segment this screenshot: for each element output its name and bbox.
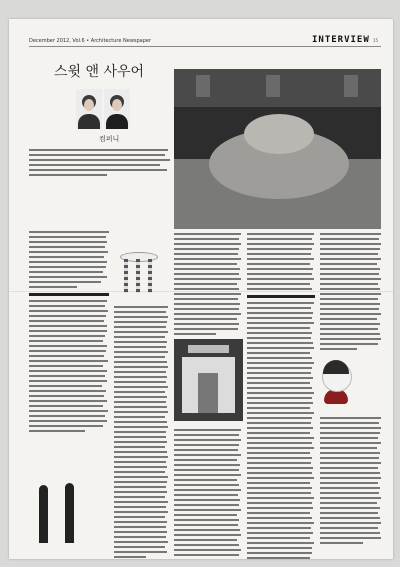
designers-photo <box>31 481 89 543</box>
running-head: December 2012, Vol.6 • Architecture Newspaper <box>29 38 152 44</box>
page-number: 15 <box>373 38 379 43</box>
doll-photo <box>314 356 358 406</box>
column-2 <box>114 306 169 559</box>
column-1 <box>29 231 109 435</box>
exhibition-photo <box>174 69 381 229</box>
stool-photo <box>116 252 160 296</box>
article-title: 스윗 앤 사우어 <box>53 64 145 80</box>
section-title: INTERVIEW <box>312 35 370 45</box>
header-rule <box>29 46 381 47</box>
column-5 <box>320 233 382 353</box>
storefront-photo <box>174 339 243 421</box>
company-credit: 컴퍼니 <box>99 135 120 143</box>
newspaper-page <box>9 19 393 559</box>
column-4 <box>247 233 315 559</box>
lede-text <box>29 149 171 179</box>
portrait-left <box>76 89 102 129</box>
column-5-lower <box>320 417 382 547</box>
column-3-lower <box>174 429 242 559</box>
column-3 <box>174 233 242 338</box>
portrait-photo <box>76 89 132 129</box>
portrait-right <box>104 89 130 129</box>
